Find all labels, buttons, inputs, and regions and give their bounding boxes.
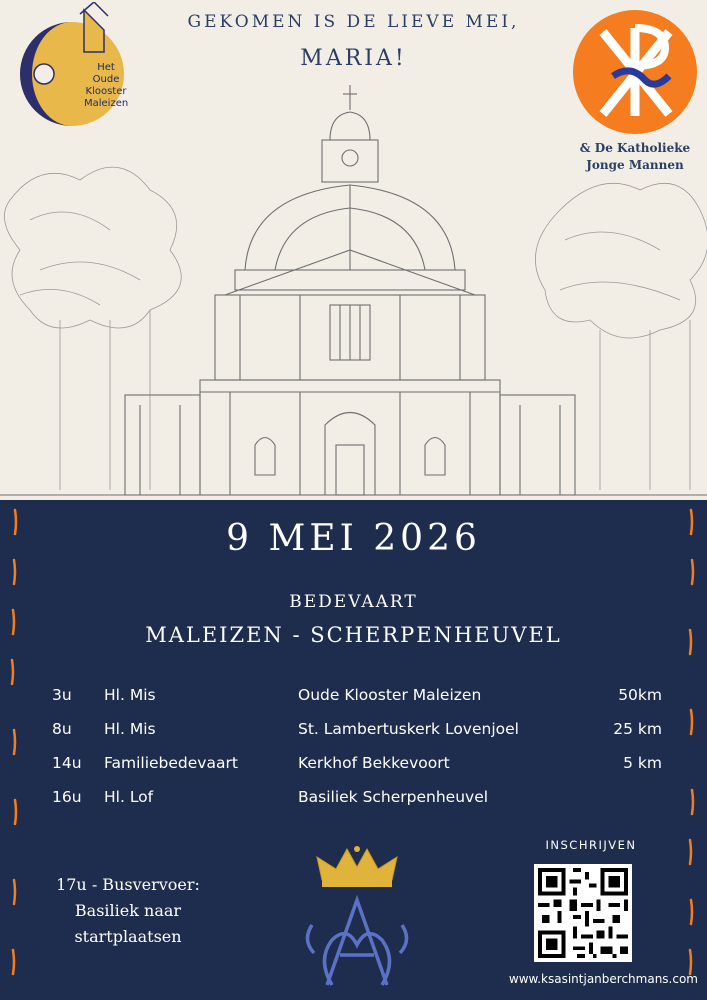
schedule-activity: Hl. Lof: [104, 788, 154, 806]
logo-left-line-1: Het: [97, 62, 115, 73]
bus-line-2: Basiliek naar: [74, 901, 182, 920]
schedule-time: 16u: [52, 788, 82, 806]
oude-klooster-logo-text: [84, 62, 128, 110]
header-line-2: MARIA!: [300, 46, 407, 71]
schedule-row: [52, 754, 662, 788]
schedule-time: 3u: [52, 686, 72, 704]
schedule-row: [52, 720, 662, 754]
poster-bottom-section: [0, 500, 707, 1000]
kjm-caption-line-1: & De Katholieke: [579, 141, 691, 155]
registration-label: INSCHRIJVEN: [545, 838, 637, 852]
schedule-distance: 50km: [618, 686, 662, 704]
chi-rho-icon: [573, 10, 697, 134]
logo-left-line-3: Klooster: [85, 86, 127, 97]
bus-line-1: 17u - Busvervoer:: [56, 875, 200, 894]
right-dash-decoration: [684, 500, 698, 1000]
schedule-time: 14u: [52, 754, 82, 772]
schedule-location: Oude Klooster Maleizen: [298, 686, 482, 704]
schedule-location: Basiliek Scherpenheuvel: [298, 788, 489, 806]
logo-left-line-4: Maleizen: [84, 98, 129, 109]
schedule-table: [52, 686, 662, 822]
marian-monogram-crown-icon: [302, 845, 412, 1000]
left-dash-decoration: [8, 500, 22, 1000]
schedule-row: [52, 686, 662, 720]
logo-left-line-2: Oude: [92, 74, 120, 85]
event-route: MALEIZEN - SCHERPENHEUVEL: [145, 623, 562, 647]
event-type: BEDEVAART: [289, 592, 418, 612]
schedule-activity: Familiebedevaart: [104, 754, 238, 772]
bus-transport-info: [30, 872, 226, 950]
schedule-location: St. Lambertuskerk Lovenjoel: [298, 720, 519, 738]
schedule-activity: Hl. Mis: [104, 720, 156, 738]
kjm-caption-line-2: Jonge Mannen: [586, 158, 684, 172]
registration-url[interactable]: www.ksasintjanberchmans.com: [508, 972, 698, 986]
header-line-1: GEKOMEN IS DE LIEVE MEI,: [187, 12, 520, 32]
bus-line-3: startplaatsen: [74, 927, 182, 946]
schedule-distance: 25 km: [613, 720, 662, 738]
kjm-caption: [560, 140, 707, 174]
registration-qr-code[interactable]: [534, 864, 632, 962]
event-date: 9 MEI 2026: [226, 518, 481, 559]
schedule-row: [52, 788, 662, 822]
kjm-chi-rho-logo: [573, 10, 697, 134]
schedule-time: 8u: [52, 720, 72, 738]
schedule-activity: Hl. Mis: [104, 686, 156, 704]
schedule-location: Kerkhof Bekkevoort: [298, 754, 450, 772]
schedule-distance: 5 km: [623, 754, 662, 772]
